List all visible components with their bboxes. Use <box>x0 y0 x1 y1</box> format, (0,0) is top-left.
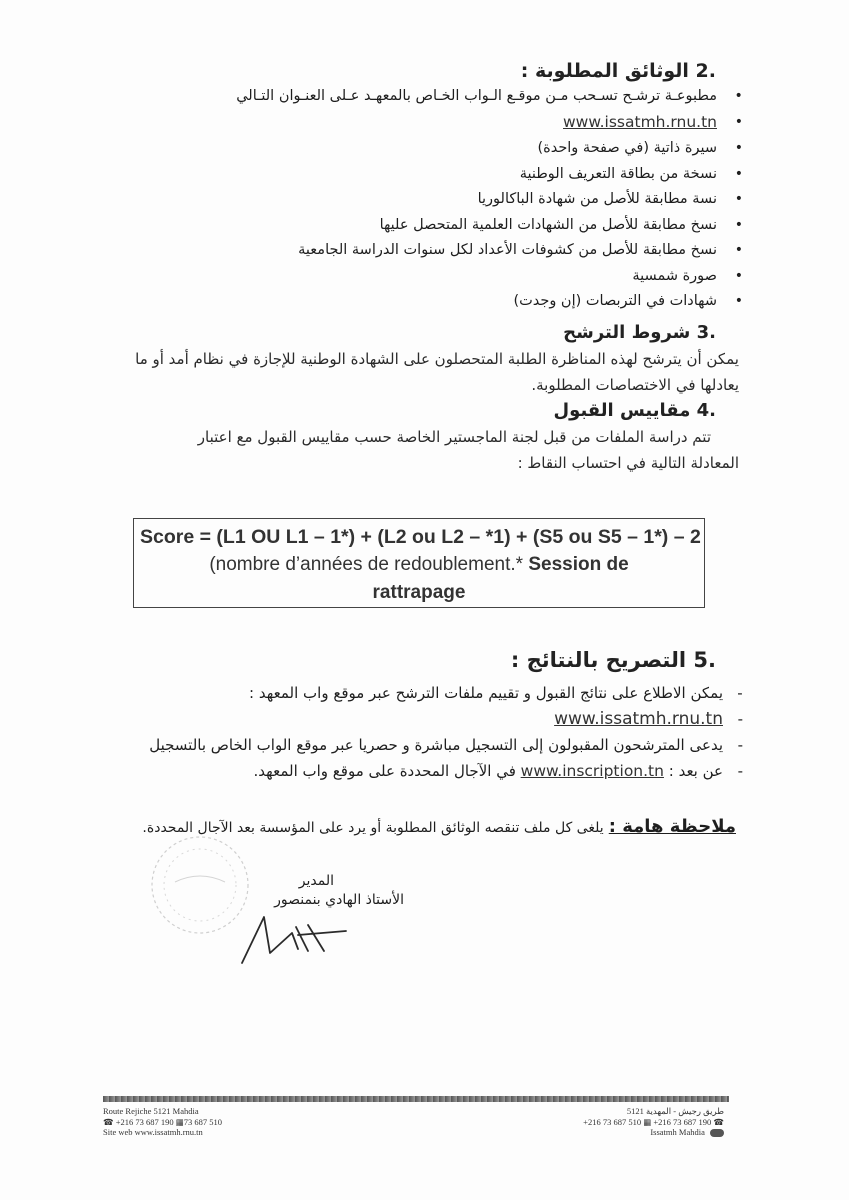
section-4-title: .4 مقاييس القبول <box>553 400 716 421</box>
list-item <box>89 680 749 706</box>
text-fragment: عن بعد : <box>668 762 723 780</box>
director-name: الأستاذ الهادي بنمنصور <box>274 892 404 908</box>
section-3-paragraph <box>99 346 739 398</box>
score-formula-box <box>133 518 705 608</box>
list-item: • سيرة ذاتية (في صفحة واحدة) <box>91 136 751 162</box>
list-item: • نسخة من بطاقة التعريف الوطنية <box>91 162 751 188</box>
paragraph-line: يعادلها في الاختصاصات المطلوبة. <box>531 376 739 394</box>
list-item: • نسخ مطابقة للأصل من كشوفات الأعداد لكل سنوات الدراسة الجامعية <box>91 238 751 264</box>
list-item-text: مطبوعـة ترشـح تسـحب مـن موقـع الـواب الخـاص بالمعهـد عـلى العنـوان التـالي <box>236 88 717 104</box>
footer-address: Route Rejiche 5121 Mahdia <box>103 1106 199 1116</box>
footer-address-ar: طريق رجيش - المهدية 5121 <box>626 1106 724 1116</box>
list-item: • شهادات في التربصات (إن وجدت) <box>91 289 751 315</box>
handwritten-signature-icon <box>228 905 368 970</box>
list-item: • نسة مطابقة للأصل من شهادة الباكالوريا <box>91 187 751 213</box>
list-item-link-line <box>91 110 751 137</box>
footer-contact-left <box>103 1106 222 1138</box>
facebook-icon <box>710 1129 724 1137</box>
list-item: • نسخ مطابقة للأصل من الشهادات العلمية المتحصل عليها <box>91 213 751 239</box>
footer-site-link[interactable]: www.issatmh.rnu.tn <box>134 1127 203 1137</box>
footer-facebook-label: Issatmh Mahdia <box>650 1127 705 1137</box>
score-note-bold-2: rattrapage <box>372 582 466 603</box>
section-2-list <box>91 84 751 315</box>
section-4-paragraph <box>99 424 739 476</box>
paragraph-line: المعادلة التالية في احتساب النقاط : <box>517 454 739 472</box>
section-2-title: .2 الوثائق المطلوبة : <box>520 60 716 82</box>
list-item-text: يمكن الاطلاع على نتائج القبول و تقييم ملفات الترشح عبر موقع واب المعهد : <box>249 684 723 702</box>
footer-contact-right <box>583 1106 724 1138</box>
score-note-bold: Session de <box>528 554 629 575</box>
inscription-website-link[interactable]: www.inscription.tn <box>520 762 664 780</box>
footer-phone-ar: +216 73 687 510 ▦ +216 73 687 190 ☎ <box>583 1116 724 1127</box>
list-item <box>91 84 751 110</box>
note-text: يلغى كل ملف تنقصه الوثائق المطلوبة أو يرد على المؤسسة بعد الآجال المحددة. <box>142 820 604 836</box>
footer-site-label: Site web <box>103 1127 133 1137</box>
director-title: المدير <box>298 873 334 889</box>
list-item: - يدعى المترشحون المقبولون إلى التسجيل مباشرة و حصريا عبر موقع الواب الخاص بالتسجيل <box>89 732 749 758</box>
score-note-text: (nombre d’années de redoublement.* <box>209 554 524 575</box>
note-label: ملاحظة هامة : <box>608 816 736 837</box>
footer-phone: ☎ +216 73 687 190 ▦73 687 510 <box>103 1116 223 1127</box>
footer-facebook <box>583 1127 724 1138</box>
list-item-link-line <box>89 706 749 732</box>
score-formula-line <box>140 523 701 551</box>
paragraph-line: يمكن أن يترشح لهذه المناظرة الطلبة المتحصلون على الشهادة الوطنية للإجازة في نظام أمد أو ما <box>135 350 739 368</box>
section-5-title: .5 التصريح بالنتائج : <box>510 648 716 672</box>
section-3-title: .3 شروط الترشح <box>563 322 716 343</box>
score-formula-note <box>140 551 698 579</box>
text-fragment: في الآجال المحددة على موقع واب المعهد. <box>253 762 516 780</box>
list-item-continuation <box>89 758 749 784</box>
section-5-list <box>89 680 749 784</box>
score-label: Score = (L1 OU L1 – 1*) + (L2 ou L2 – *1) + (S5 ou S5 – 1*) – 2 <box>140 526 701 548</box>
paragraph-line: تتم دراسة الملفات من قبل لجنة الماجستير الخاصة حسب مقاييس القبول مع اعتبار <box>197 428 711 446</box>
list-item: • صورة شمسية <box>91 264 751 290</box>
footer-site <box>103 1127 222 1138</box>
institute-website-link[interactable]: www.issatmh.rnu.tn <box>563 112 717 131</box>
footer-divider <box>103 1096 729 1102</box>
results-website-link[interactable]: www.issatmh.rnu.tn <box>554 709 723 729</box>
